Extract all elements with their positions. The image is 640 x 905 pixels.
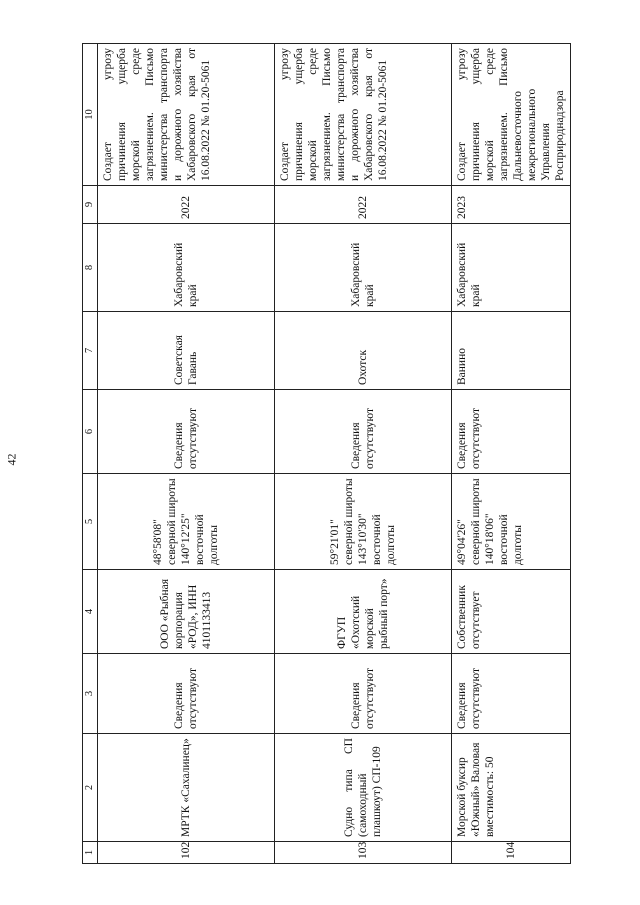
year-cell: 2023 <box>452 186 571 224</box>
coordinates-cell: 59°21'01" северной широты 143°10'30" восточной долготы <box>275 474 452 570</box>
info-cell: Сведения отсутствуют <box>275 654 452 734</box>
year-cell: 2022 <box>275 186 452 224</box>
info-cell: Сведения отсутствуют <box>98 654 275 734</box>
year-cell: 2022 <box>98 186 275 224</box>
vessel-name-cell: Судно типа СП (самоходный плашкоут) СП-109 <box>275 734 452 842</box>
owner-cell: ФГУП «Охотский морской рыбный порт» <box>275 570 452 654</box>
header-cell: 3 <box>83 654 98 734</box>
row-number: 104 <box>452 842 571 864</box>
header-cell: 7 <box>83 312 98 390</box>
owner-cell: Собственник отсутствует <box>452 570 571 654</box>
location-cell: Ванино <box>452 312 571 390</box>
basis-cell: Создает угрозу причинения ущерба морской среде загрязнением. Письмо Дальневосточного межрегионального Управления Росприроднадзора <box>452 44 571 186</box>
vessel-name-cell: МРТК «Сахалинец» <box>98 734 275 842</box>
info-cell: Сведения отсутствуют <box>452 654 571 734</box>
header-cell: 10 <box>83 44 98 186</box>
table-row <box>98 44 275 864</box>
page-number: 42 <box>4 453 19 466</box>
region-cell: Хабаровский край <box>452 224 571 312</box>
coordinates-cell: 49°04'26" северной широты 140°18'06" восточной долготы <box>452 474 571 570</box>
header-cell: 9 <box>83 186 98 224</box>
header-cell: 2 <box>83 734 98 842</box>
table-row <box>452 44 571 864</box>
basis-cell: Создает угрозу причинения ущерба морской среде загрязнением. Письмо министерства транспорта и дорожного хозяйства Хабаровского края от 16.08.2022 № 01.20-5061 <box>98 44 275 186</box>
row-number: 102 <box>98 842 275 864</box>
column6-cell: Сведения отсутствуют <box>452 390 571 474</box>
rotated-table-region <box>82 44 566 864</box>
landscape-table-container <box>82 44 566 864</box>
table-row <box>275 44 452 864</box>
registry-table <box>82 43 571 864</box>
header-cell: 5 <box>83 474 98 570</box>
header-cell: 4 <box>83 570 98 654</box>
header-cell: 1 <box>83 842 98 864</box>
location-cell: Советская Гавань <box>98 312 275 390</box>
region-cell: Хабаровский край <box>275 224 452 312</box>
location-cell: Охотск <box>275 312 452 390</box>
region-cell: Хабаровский край <box>98 224 275 312</box>
column6-cell: Сведения отсутствуют <box>275 390 452 474</box>
row-number: 103 <box>275 842 452 864</box>
header-cell: 6 <box>83 390 98 474</box>
header-row <box>83 44 98 864</box>
owner-cell: ООО «Рыбная корпорация «РОД», ИНН 4101133413 <box>98 570 275 654</box>
header-cell: 8 <box>83 224 98 312</box>
column6-cell: Сведения отсутствуют <box>98 390 275 474</box>
basis-cell: Создает угрозу причинения ущерба морской среде загрязнением. Письмо министерства транспорта и дорожного хозяйства Хабаровского края от 16.08.2022 № 01.20-5061 <box>275 44 452 186</box>
coordinates-cell: 48°58'08" северной широты 140°12'25" восточной долготы <box>98 474 275 570</box>
vessel-name-cell: Морской буксир «Южный» Валовая вместимость: 50 <box>452 734 571 842</box>
